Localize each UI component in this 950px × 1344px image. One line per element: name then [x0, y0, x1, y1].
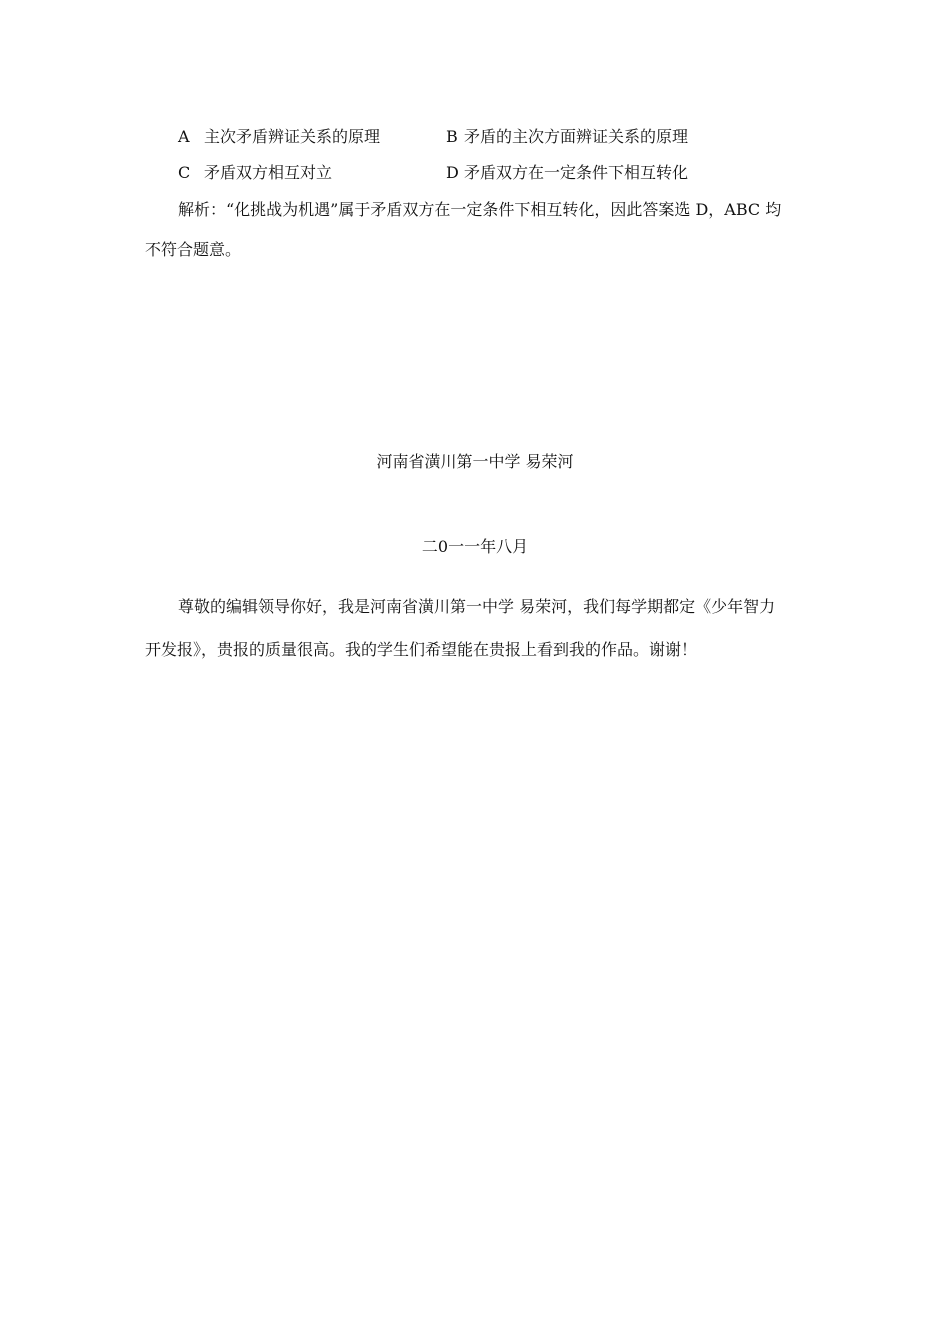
note-line-2: 开发报》，贵报的质量很高。我的学生们希望能在贵报上看到我的作品。谢谢！ — [145, 640, 698, 659]
option-d — [446, 163, 688, 183]
date-line: 二0一一年八月 — [421, 537, 529, 556]
option-d-text: 矛盾双方在一定条件下相互转化 — [464, 163, 689, 182]
option-c-text: 矛盾双方相互对立 — [204, 163, 333, 182]
author-line: 河南省潢川第一中学 易荣河 — [376, 452, 574, 471]
option-d-letter: D — [446, 163, 459, 182]
option-a-text: 主次矛盾辨证关系的原理 — [204, 127, 381, 146]
option-b — [446, 127, 688, 147]
option-a — [178, 127, 380, 147]
option-a-letter: A — [178, 127, 190, 146]
analysis-line-2: 不符合题意。 — [145, 240, 242, 259]
option-b-text: 矛盾的主次方面辨证关系的原理 — [464, 127, 689, 146]
analysis-line-1: 解析：“化挑战为机遇”属于矛盾双方在一定条件下相互转化，因此答案选 D，ABC 均 — [178, 200, 782, 219]
option-b-letter: B — [446, 127, 458, 146]
option-c — [178, 163, 332, 183]
note-line-1: 尊敬的编辑领导你好，我是河南省潢川第一中学 易荣河，我们每学期都定《少年智力 — [178, 597, 776, 616]
option-c-letter: C — [178, 163, 191, 182]
